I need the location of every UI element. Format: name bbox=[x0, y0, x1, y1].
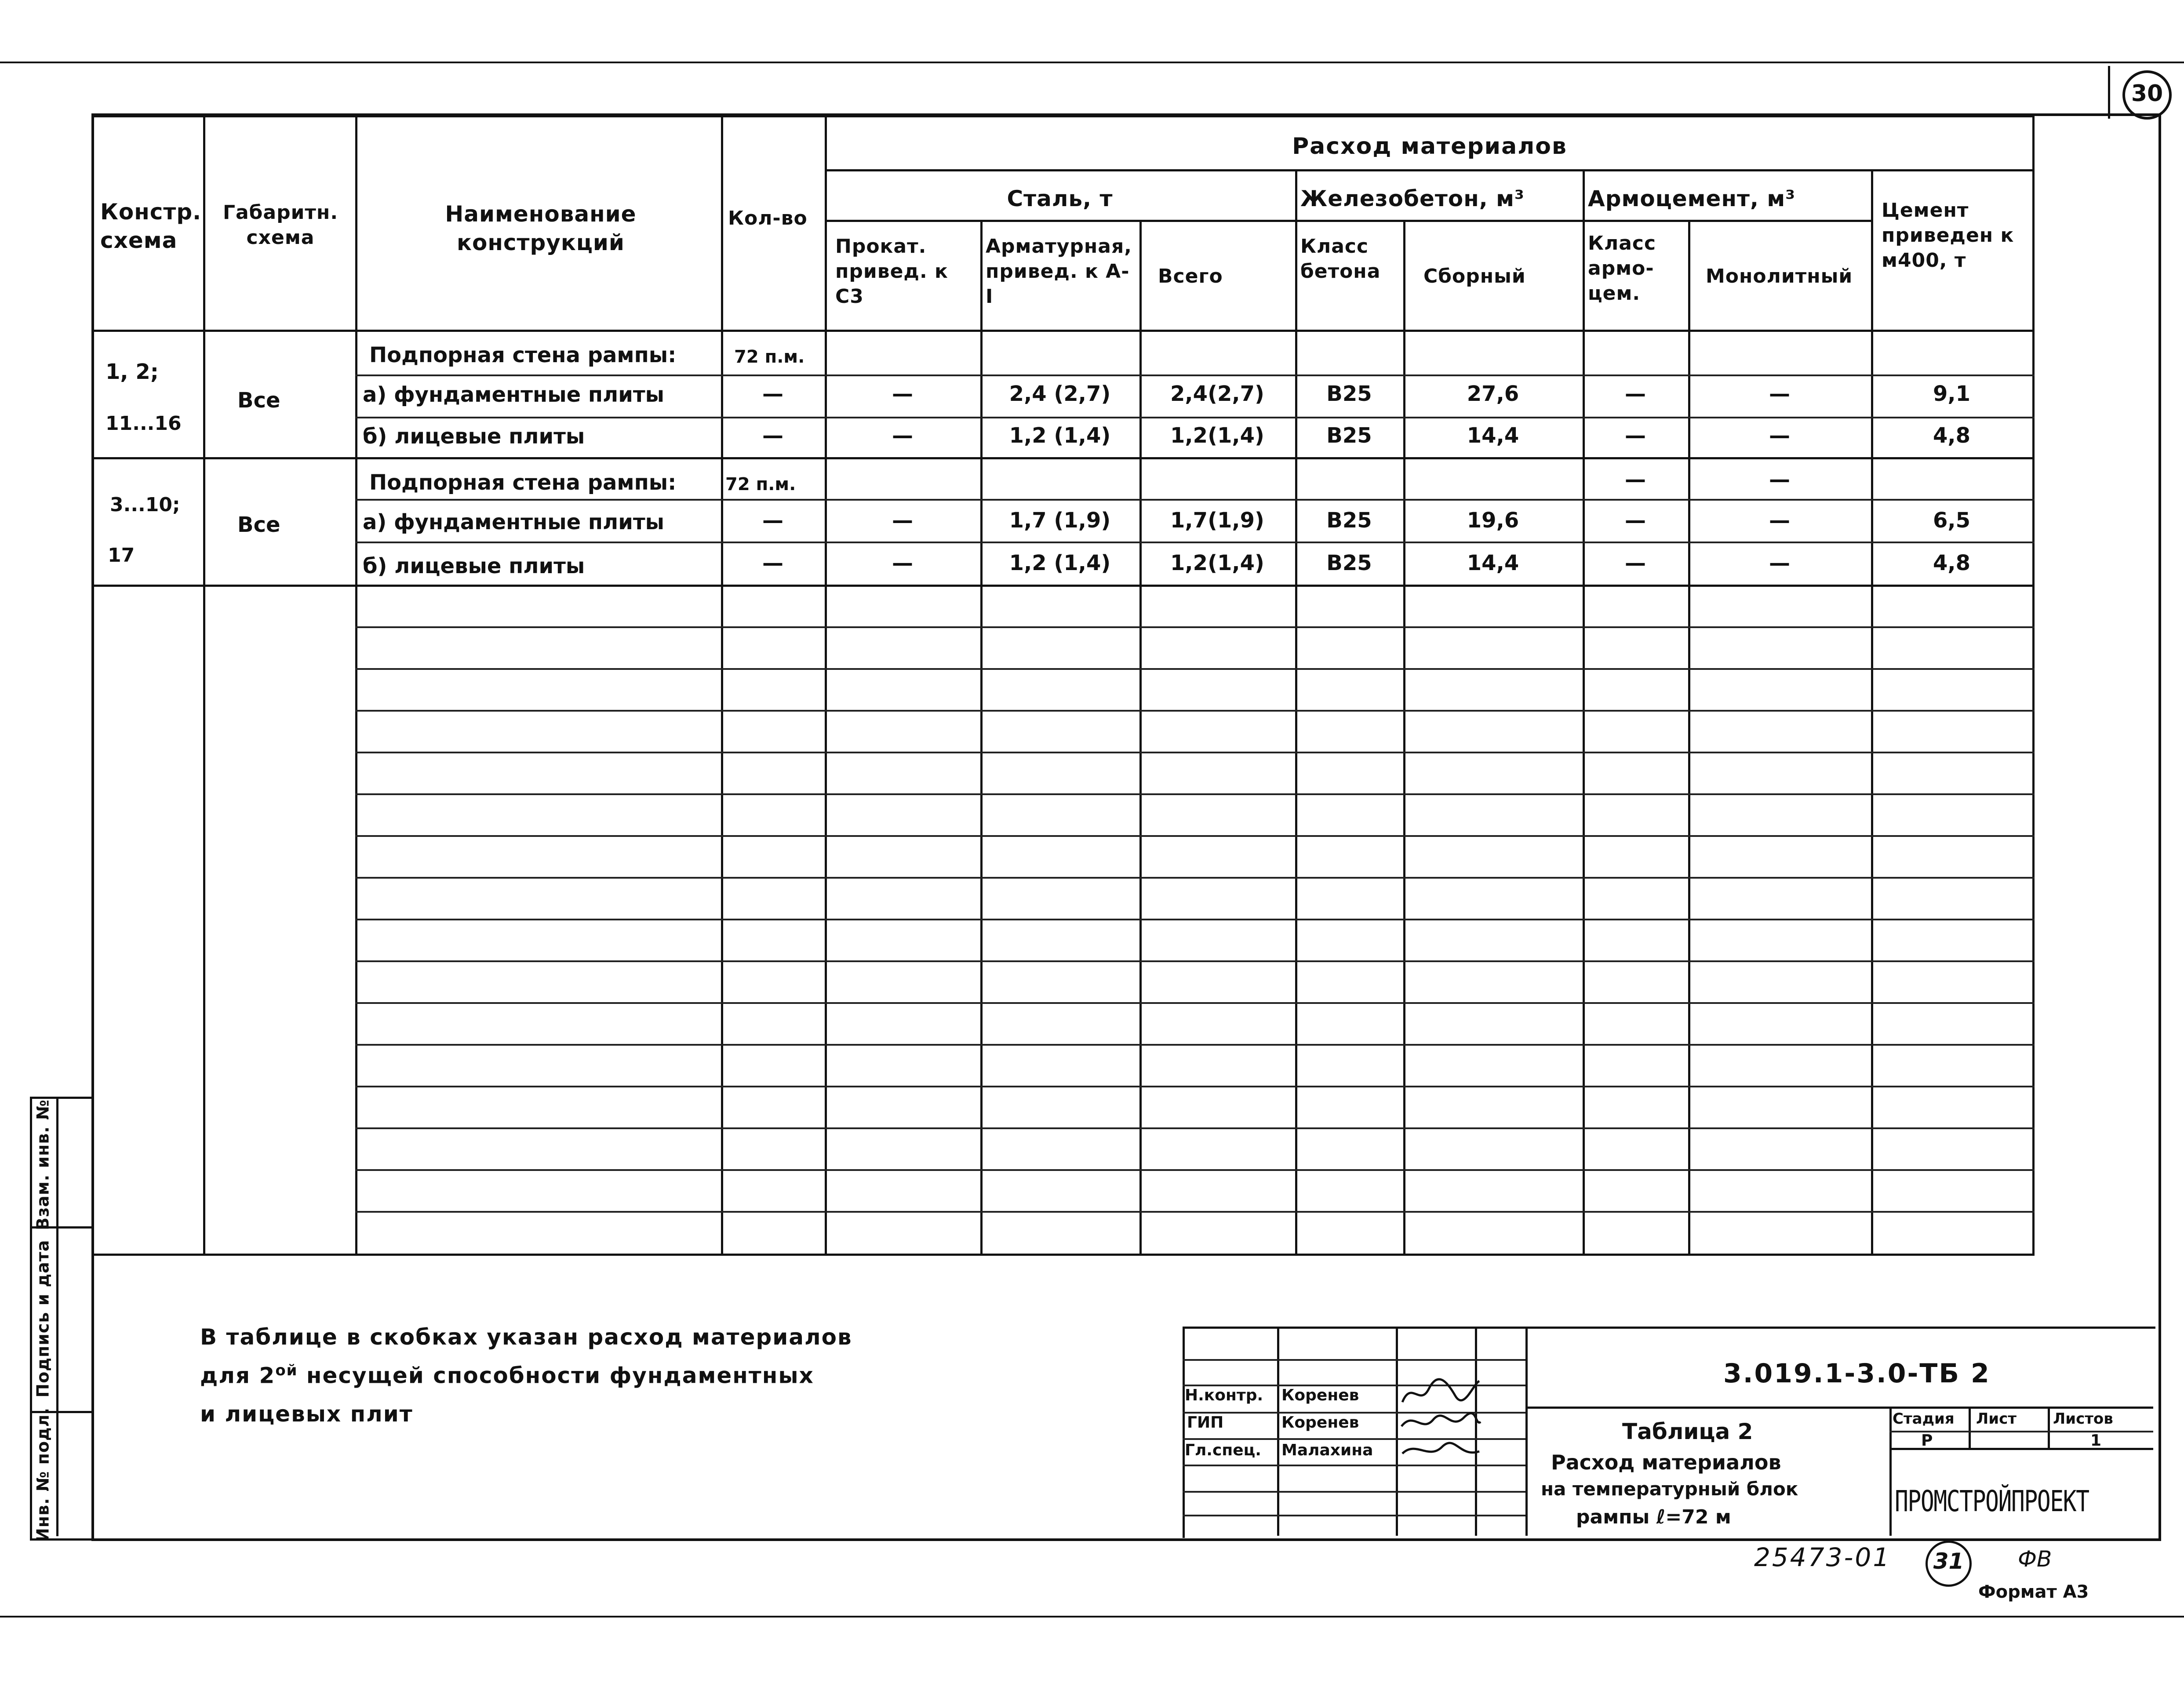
row-line-3 bbox=[355, 499, 2035, 501]
col-stal-vsego: Всего bbox=[1158, 265, 1223, 287]
tb-listov-value: 1 bbox=[2090, 1432, 2102, 1450]
bottom-edge-line bbox=[0, 1616, 2184, 1618]
g1-r3-sborn: 14,4 bbox=[1467, 423, 1519, 448]
g1-r1-name: Подпорная стена рампы: bbox=[369, 343, 677, 367]
sheet-number: 30 bbox=[2131, 80, 2163, 107]
empty-row-line bbox=[355, 877, 2035, 879]
g1-r3-name: б) лицевые плиты bbox=[363, 424, 585, 449]
col-kolvo: Кол-во bbox=[728, 207, 808, 229]
empty-row-line bbox=[355, 793, 2035, 795]
g1-r2-sborn: 27,6 bbox=[1467, 382, 1519, 406]
g2-r3-klass: В25 bbox=[1326, 551, 1372, 575]
tb-stadia-col bbox=[1889, 1407, 1892, 1536]
group-header-rashod: Расход материалов bbox=[1292, 133, 1567, 160]
empty-row-line bbox=[355, 710, 2035, 712]
empty-row-line bbox=[355, 668, 2035, 670]
empty-row-line bbox=[355, 960, 2035, 962]
g1-r3-prokat: — bbox=[892, 423, 913, 448]
group-line-2 bbox=[91, 585, 2035, 587]
tb-code: 3.019.1-3.0-ТБ 2 bbox=[1723, 1358, 1991, 1389]
g1-r3-cement: 4,8 bbox=[1933, 423, 1971, 448]
g2-r2-kolvo: — bbox=[762, 508, 783, 533]
tb-signer-name-1: Коренев bbox=[1281, 1386, 1359, 1404]
col-zhb: Железобетон, м³ bbox=[1300, 186, 1525, 211]
g2-r1-kolvo: 72 п.м. bbox=[725, 474, 796, 494]
bottom-sheet-number: 31 bbox=[1933, 1549, 1964, 1574]
g2-r2-klass: В25 bbox=[1326, 508, 1372, 533]
group-line-1 bbox=[91, 457, 2035, 459]
col-armocem: Армоцемент, м³ bbox=[1588, 186, 1796, 211]
table-top bbox=[91, 115, 2035, 117]
note-line-1: В таблице в скобках указан расход материалов bbox=[200, 1324, 852, 1350]
col-cement: Цемент приведен к м400, т bbox=[1882, 199, 2014, 272]
col-line-4 bbox=[825, 115, 827, 1254]
top-edge-line bbox=[0, 62, 2184, 63]
frame-right-notch bbox=[2108, 66, 2110, 119]
tb-listov-col bbox=[2048, 1407, 2050, 1448]
signature-malakhina bbox=[1398, 1434, 1481, 1465]
tb-title-3: на температурный блок bbox=[1541, 1478, 1798, 1500]
g1-r3-armocem-klass: — bbox=[1625, 423, 1646, 448]
tb-signer-name-3: Малахина bbox=[1281, 1441, 1373, 1459]
g2-r3-armatur: 1,2 (1,4) bbox=[1009, 551, 1111, 575]
empty-row-line bbox=[355, 1127, 2035, 1129]
tb-signer-name-2: Коренев bbox=[1281, 1414, 1359, 1432]
empty-row-line bbox=[355, 1044, 2035, 1046]
g2-r3-cement: 4,8 bbox=[1933, 551, 1971, 575]
group-2-schema-line2: 17 bbox=[108, 544, 135, 567]
empty-row-line bbox=[355, 1002, 2035, 1004]
col-naimenovanie: Наименование конструкций bbox=[445, 201, 637, 255]
g1-r2-monolit: — bbox=[1769, 382, 1790, 406]
archive-number: 25473-01 bbox=[1754, 1542, 1891, 1572]
col-line-2 bbox=[355, 115, 357, 1254]
col-zhb-sborn: Сборный bbox=[1423, 265, 1526, 287]
col-stal: Сталь, т bbox=[1007, 186, 1113, 211]
empty-row-line bbox=[355, 626, 2035, 628]
tb-row-6 bbox=[1183, 1491, 1525, 1493]
group-2-gabarit: Все bbox=[237, 513, 280, 537]
table-right bbox=[2032, 115, 2035, 1254]
g2-r3-prokat: — bbox=[892, 551, 913, 575]
note-line-2b: несущей способности фундаментных bbox=[298, 1363, 814, 1389]
g1-r2-klass: В25 bbox=[1326, 382, 1372, 406]
empty-row-line bbox=[355, 1086, 2035, 1087]
tb-signer-role-1: Н.контр. bbox=[1185, 1386, 1263, 1404]
tb-title-1: Таблица 2 bbox=[1622, 1419, 1753, 1444]
g2-r2-vsego: 1,7(1,9) bbox=[1170, 508, 1264, 533]
g2-r1-armocem-klass: — bbox=[1625, 467, 1646, 492]
g2-r3-sborn: 14,4 bbox=[1467, 551, 1519, 575]
tb-code-line bbox=[1525, 1407, 2153, 1409]
tb-listov-label: Листов bbox=[2053, 1410, 2113, 1428]
tb-signer-role-2: ГИП bbox=[1187, 1414, 1224, 1432]
g1-r2-kolvo: — bbox=[762, 382, 783, 406]
col-stal-prokat: Прокат. привед. к С3 bbox=[835, 235, 948, 308]
tb-list-col bbox=[1969, 1407, 1971, 1448]
tb-col-4 bbox=[1525, 1327, 1528, 1536]
group-1-schema-line2: 11...16 bbox=[106, 412, 182, 435]
g1-r3-monolit: — bbox=[1769, 423, 1790, 448]
note-line-2-sup: ой bbox=[275, 1362, 298, 1379]
tb-row-5 bbox=[1183, 1465, 1525, 1466]
g2-r2-armatur: 1,7 (1,9) bbox=[1009, 508, 1111, 533]
g2-r3-vsego: 1,2(1,4) bbox=[1170, 551, 1264, 575]
hdr-bottom bbox=[91, 330, 2035, 332]
bottom-initials: ФВ bbox=[2018, 1546, 2052, 1572]
g1-r3-kolvo: — bbox=[762, 423, 783, 448]
g1-r2-vsego: 2,4(2,7) bbox=[1170, 382, 1264, 406]
g2-r3-kolvo: — bbox=[762, 551, 783, 575]
row-line-1 bbox=[355, 374, 2035, 376]
g2-r2-cement: 6,5 bbox=[1933, 508, 1971, 533]
g2-r2-name: а) фундаментные плиты bbox=[363, 510, 665, 534]
tb-stadia-label: Стадия bbox=[1893, 1410, 1955, 1428]
g1-r2-armocem-klass: — bbox=[1625, 382, 1646, 406]
col-line-3 bbox=[721, 115, 723, 1254]
g2-r2-monolit: — bbox=[1769, 508, 1790, 533]
g2-r3-armocem-klass: — bbox=[1625, 551, 1646, 575]
left-strip-inv: Инв. № подл. bbox=[33, 1407, 53, 1542]
hdr-line-2 bbox=[825, 220, 1871, 222]
note-line-3: и лицевых плит bbox=[200, 1401, 413, 1427]
tb-col-1 bbox=[1277, 1327, 1279, 1536]
row-line-4 bbox=[355, 542, 2035, 543]
empty-row-line bbox=[355, 752, 2035, 753]
empty-row-line bbox=[355, 1169, 2035, 1171]
empty-row-line bbox=[355, 835, 2035, 837]
left-strip-podpis: Подпись и дата bbox=[33, 1240, 53, 1398]
g2-r2-armocem-klass: — bbox=[1625, 508, 1646, 533]
g2-r2-sborn: 19,6 bbox=[1467, 508, 1519, 533]
left-strip-divider bbox=[56, 1097, 58, 1536]
col-line-1 bbox=[203, 115, 205, 1254]
g1-r1-kolvo: 72 п.м. bbox=[734, 347, 805, 367]
hdr-line-1 bbox=[825, 169, 2035, 171]
col-armocem-monolit: Монолитный bbox=[1706, 265, 1853, 287]
col-stal-armatur: Арматурная, привед. к A-I bbox=[986, 235, 1132, 308]
g2-r3-monolit: — bbox=[1769, 551, 1790, 575]
g1-r3-klass: В25 bbox=[1326, 423, 1372, 448]
left-strip-vzam: Взам. инв. № bbox=[33, 1099, 53, 1230]
g1-r3-armatur: 1,2 (1,4) bbox=[1009, 423, 1111, 448]
note-line-2 bbox=[200, 1363, 814, 1388]
col-armocem-klass: Класс армо- цем. bbox=[1588, 232, 1656, 305]
col-zhb-klass: Класс бетона bbox=[1300, 235, 1381, 283]
col-konstr-schema: Констр. схема bbox=[100, 199, 202, 253]
tb-row-7 bbox=[1183, 1515, 1525, 1516]
g2-r1-name: Подпорная стена рампы: bbox=[369, 470, 677, 495]
empty-row-line bbox=[355, 919, 2035, 920]
row-line-2 bbox=[355, 417, 2035, 418]
g2-r2-prokat: — bbox=[892, 508, 913, 533]
format-label: Формат А3 bbox=[1978, 1582, 2089, 1602]
tb-title-4: рампы ℓ=72 м bbox=[1576, 1506, 1731, 1528]
tb-row-1 bbox=[1183, 1359, 1525, 1361]
g1-r2-name: а) фундаментные плиты bbox=[363, 382, 665, 407]
group-1-gabarit: Все bbox=[237, 388, 280, 413]
tb-org: ПРОМСТРОЙПРОЕКТ bbox=[1895, 1484, 2089, 1518]
note-line-2a: для 2 bbox=[200, 1363, 276, 1389]
g1-r2-armatur: 2,4 (2,7) bbox=[1009, 382, 1111, 406]
table-bottom bbox=[91, 1254, 2035, 1256]
empty-row-line bbox=[355, 1211, 2035, 1213]
g1-r2-cement: 9,1 bbox=[1933, 382, 1971, 406]
group-1-schema-line1: 1, 2; bbox=[106, 360, 159, 384]
col-gabarit-schema: Габаритн. схема bbox=[222, 201, 339, 249]
g2-r3-name: б) лицевые плиты bbox=[363, 554, 585, 578]
group-2-schema-line1: 3...10; bbox=[110, 494, 180, 516]
tb-signer-role-3: Гл.спец. bbox=[1185, 1441, 1261, 1459]
tb-list-label: Лист bbox=[1976, 1410, 2017, 1428]
tb-stadia-value: Р bbox=[1921, 1432, 1933, 1450]
tb-title-2: Расход материалов bbox=[1551, 1450, 1781, 1474]
g2-r1-monolit: — bbox=[1769, 467, 1790, 492]
g1-r3-vsego: 1,2(1,4) bbox=[1170, 423, 1264, 448]
g1-r2-prokat: — bbox=[892, 382, 913, 406]
